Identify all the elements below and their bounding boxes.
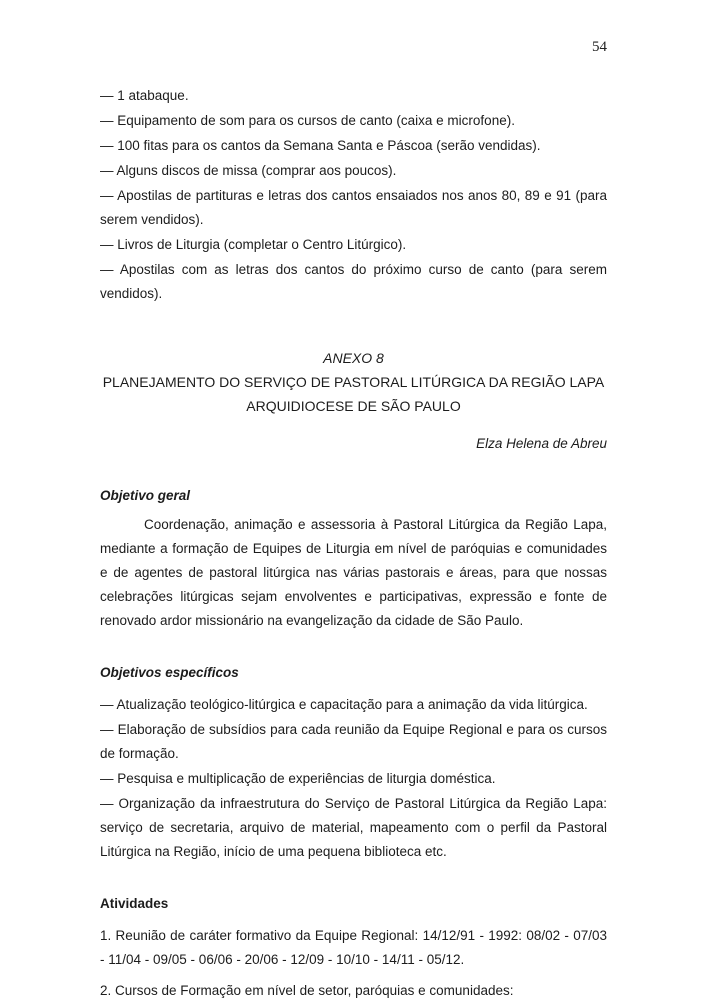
section-heading-atividades: Atividades [100,896,169,911]
list-item: 2. Cursos de Formação em nível de setor, paróquias e comunidades: [100,983,514,998]
list-item: — Pesquisa e multiplicação de experiências de liturgia doméstica. [100,771,496,786]
materials-list [100,84,607,306]
list-item: — Elaboração de subsídios para cada reunião da Equipe Regional e para os cursos de formação. [100,722,607,761]
annex-heading [100,346,607,418]
section-heading-objetivo-geral: Objetivo geral [100,488,191,503]
list-item: — Livros de Liturgia (completar o Centro Litúrgico). [100,237,407,252]
list-item: — Apostilas de partituras e letras dos cantos ensaiados nos anos 80, 89 e 91 (para serem vendidos). [100,188,607,227]
objetivos-especificos-list [100,693,607,864]
section-heading-objetivos-especificos: Objetivos específicos [100,665,239,680]
list-item: 1. Reunião de caráter formativo da Equipe Regional: 14/12/91 - 1992: 08/02 - 07/03 - 11/04 - 09/05 - 06/06 - 20/06 - 12/09 - 10/10 - 14/11 - 05/12. [100,928,607,967]
list-item: — 1 atabaque. [100,88,189,103]
page-number: 54 [592,39,607,55]
author-name: Elza Helena de Abreu [476,436,607,451]
list-item: — 100 fitas para os cantos da Semana Santa e Páscoa (serão vendidas). [100,138,541,153]
atividades-list [100,924,607,1000]
annex-subtitle-line2: ARQUIDIOCESE DE SÃO PAULO [246,398,461,414]
list-item: — Equipamento de som para os cursos de canto (caixa e microfone). [100,113,515,128]
list-item: — Alguns discos de missa (comprar aos poucos). [100,163,397,178]
list-item: — Atualização teológico-litúrgica e capacitação para a animação da vida litúrgica. [100,697,588,712]
objetivo-geral-paragraph: Coordenação, animação e assessoria à Pastoral Litúrgica da Região Lapa, mediante a formação de Equipes de Liturgia em nível de paróquias e comunidades e de agentes de pastoral litúrgica nas várias pastorais e áreas, para que nossas celebrações litúrgicas sejam envolventes e participativas, expressão e fonte de renovado ardor missionário na evangelização da cidade de São Paulo. [100,517,607,628]
annex-title: ANEXO 8 [323,350,384,366]
annex-subtitle-line1: PLANEJAMENTO DO SERVIÇO DE PASTORAL LITÚRGICA DA REGIÃO LAPA [102,374,605,390]
list-item: — Organização da infraestrutura do Serviço de Pastoral Litúrgica da Região Lapa: serviço de secretaria, arquivo de material, mapeamento com o perfil da Pastoral Litúrgica na Região, início de uma pequena biblioteca etc. [100,796,607,859]
list-item: — Apostilas com as letras dos cantos do próximo curso de canto (para serem vendidos). [100,262,607,301]
